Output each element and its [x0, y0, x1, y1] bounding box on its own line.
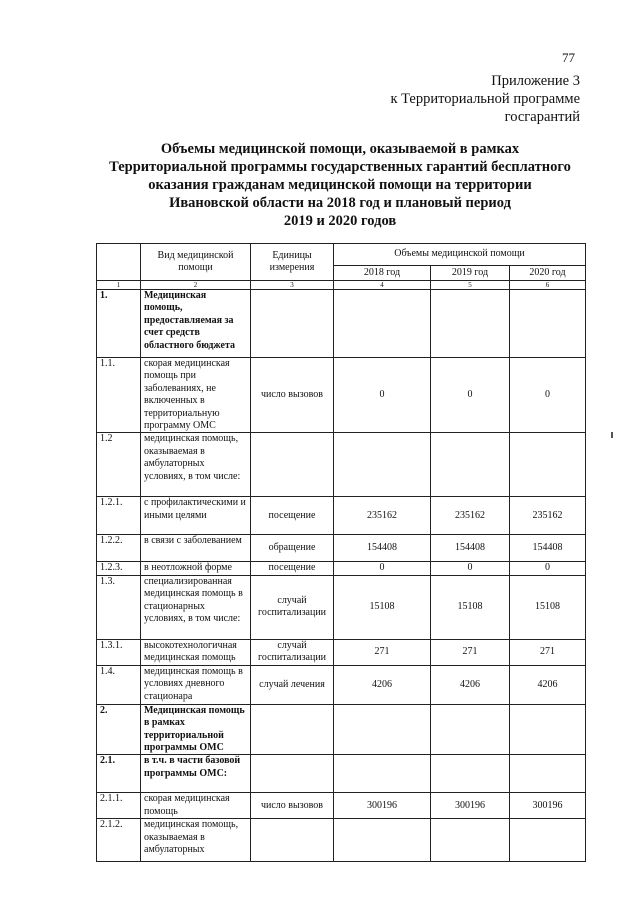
- header-volumes: Объемы медицинской помощи: [334, 244, 586, 266]
- volumes-table: [96, 243, 586, 862]
- table-row: [97, 290, 586, 358]
- annex-line: Приложение 3: [491, 73, 580, 89]
- row-number: 1.: [97, 290, 141, 358]
- row-unit: случай госпитализации: [251, 639, 334, 665]
- row-name: в связи с заболеванием: [141, 535, 251, 562]
- title-line: Ивановской области на 2018 год и плановый период: [169, 195, 511, 211]
- value-2020: [510, 819, 586, 862]
- col-number: 5: [431, 281, 510, 290]
- row-number: 2.1.: [97, 755, 141, 793]
- row-unit: [251, 755, 334, 793]
- annex-line: госгарантий: [504, 109, 580, 125]
- row-name: скорая медицинская помощь при заболеваниях, не включенных в территориальную программу ОМС: [141, 358, 251, 433]
- col-number: 6: [510, 281, 586, 290]
- title-line: Территориальной программы государственных гарантий бесплатного: [109, 159, 571, 175]
- row-number: 1.3.: [97, 575, 141, 639]
- row-unit: [251, 290, 334, 358]
- row-unit: посещение: [251, 562, 334, 575]
- value-2018: 0: [334, 562, 431, 575]
- value-2020: 0: [510, 562, 586, 575]
- value-2018: 0: [334, 358, 431, 433]
- row-name: в т.ч. в части базовой программы ОМС:: [141, 755, 251, 793]
- row-unit: число вызовов: [251, 793, 334, 819]
- value-2018: 235162: [334, 497, 431, 535]
- row-name: скорая медицинская помощь: [141, 793, 251, 819]
- value-2020: 154408: [510, 535, 586, 562]
- value-2020: 271: [510, 639, 586, 665]
- row-unit: обращение: [251, 535, 334, 562]
- annex-label: [390, 72, 580, 126]
- header-2018: 2018 год: [334, 266, 431, 281]
- document-title: [80, 140, 600, 230]
- col-number: 2: [141, 281, 251, 290]
- value-2019: [431, 819, 510, 862]
- value-2018: 4206: [334, 665, 431, 704]
- value-2019: 271: [431, 639, 510, 665]
- col-number: 1: [97, 281, 141, 290]
- row-number: 2.1.1.: [97, 793, 141, 819]
- table-row: [97, 704, 586, 755]
- value-2018: [334, 290, 431, 358]
- header-type: Вид медицинской помощи: [141, 244, 251, 281]
- value-2018: [334, 433, 431, 497]
- row-number: 1.2: [97, 433, 141, 497]
- row-unit: посещение: [251, 497, 334, 535]
- row-unit: [251, 433, 334, 497]
- value-2019: [431, 704, 510, 755]
- table-row: [97, 497, 586, 535]
- col-number: 3: [251, 281, 334, 290]
- table-row: [97, 793, 586, 819]
- page-number: 77: [562, 50, 575, 65]
- value-2019: 0: [431, 562, 510, 575]
- title-line: Объемы медицинской помощи, оказываемой в рамках: [160, 141, 520, 157]
- row-name: специализированная медицинская помощь в стационарных условиях, в том числе:: [141, 575, 251, 639]
- row-number: 1.2.1.: [97, 497, 141, 535]
- value-2020: [510, 290, 586, 358]
- table-row: [97, 575, 586, 639]
- value-2018: [334, 819, 431, 862]
- row-number: 2.1.2.: [97, 819, 141, 862]
- value-2018: 15108: [334, 575, 431, 639]
- header-2019: 2019 год: [431, 266, 510, 281]
- row-unit: случай госпитализации: [251, 575, 334, 639]
- row-name: высокотехнологичная медицинская помощь: [141, 639, 251, 665]
- row-number: 1.4.: [97, 665, 141, 704]
- row-number: 1.1.: [97, 358, 141, 433]
- row-number: 1.2.2.: [97, 535, 141, 562]
- row-name: медицинская помощь, оказываемая в амбулаторных условиях, в том числе:: [141, 433, 251, 497]
- value-2019: 0: [431, 358, 510, 433]
- table-row: [97, 755, 586, 793]
- value-2018: 154408: [334, 535, 431, 562]
- value-2020: 4206: [510, 665, 586, 704]
- annex-line: к Территориальной программе: [390, 91, 580, 107]
- value-2020: 0: [510, 358, 586, 433]
- row-name: Медицинская помощь, предоставляемая за счет средств областного бюджета: [141, 290, 251, 358]
- row-name: медицинская помощь, оказываемая в амбулаторных: [141, 819, 251, 862]
- header-number: [97, 244, 141, 281]
- header-units: Единицы измерения: [251, 244, 334, 281]
- value-2019: 300196: [431, 793, 510, 819]
- value-2019: 154408: [431, 535, 510, 562]
- value-2020: [510, 433, 586, 497]
- table-row: [97, 433, 586, 497]
- row-number: 1.2.3.: [97, 562, 141, 575]
- row-unit: число вызовов: [251, 358, 334, 433]
- header-2020: 2020 год: [510, 266, 586, 281]
- value-2019: 15108: [431, 575, 510, 639]
- value-2019: 235162: [431, 497, 510, 535]
- value-2020: 235162: [510, 497, 586, 535]
- title-line: оказания гражданам медицинской помощи на территории: [148, 177, 532, 193]
- row-name: с профилактическими и иными целями: [141, 497, 251, 535]
- value-2020: [510, 704, 586, 755]
- value-2020: 300196: [510, 793, 586, 819]
- row-unit: случай лечения: [251, 665, 334, 704]
- value-2018: [334, 755, 431, 793]
- value-2020: 15108: [510, 575, 586, 639]
- table-row: [97, 562, 586, 575]
- table-row: [97, 819, 586, 862]
- value-2018: 300196: [334, 793, 431, 819]
- value-2019: [431, 433, 510, 497]
- value-2019: 4206: [431, 665, 510, 704]
- scan-mark: [611, 432, 613, 438]
- value-2019: [431, 755, 510, 793]
- value-2018: 271: [334, 639, 431, 665]
- value-2018: [334, 704, 431, 755]
- row-unit: [251, 704, 334, 755]
- col-number: 4: [334, 281, 431, 290]
- row-number: 2.: [97, 704, 141, 755]
- value-2019: [431, 290, 510, 358]
- row-name: в неотложной форме: [141, 562, 251, 575]
- table-row: [97, 358, 586, 433]
- value-2020: [510, 755, 586, 793]
- row-name: Медицинская помощь в рамках территориальной программы ОМС: [141, 704, 251, 755]
- title-line: 2019 и 2020 годов: [283, 213, 397, 229]
- row-number: 1.3.1.: [97, 639, 141, 665]
- row-unit: [251, 819, 334, 862]
- table-row: [97, 665, 586, 704]
- row-name: медицинская помощь в условиях дневного стационара: [141, 665, 251, 704]
- table-row: [97, 535, 586, 562]
- table-row: [97, 639, 586, 665]
